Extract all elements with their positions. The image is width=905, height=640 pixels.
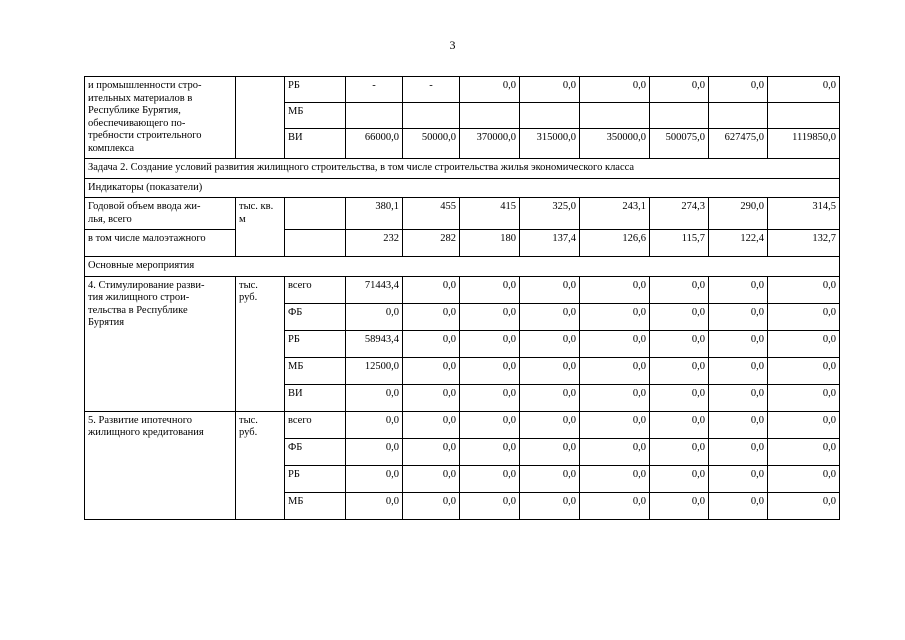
value-cell: 0,0 [768,330,840,357]
unit-cell: тыс. руб. [236,411,285,519]
value-cell [650,103,709,129]
value-cell: 132,7 [768,230,840,257]
section-title-cell: Индикаторы (показатели) [85,178,840,198]
value-cell: 0,0 [460,411,520,438]
value-cell: 0,0 [520,384,580,411]
value-cell: 0,0 [709,465,768,492]
program-table [84,76,840,520]
table-row [85,198,840,230]
value-cell [403,103,460,129]
value-cell [580,103,650,129]
value-cell: 126,6 [580,230,650,257]
value-cell: 0,0 [709,411,768,438]
value-cell: 0,0 [403,438,460,465]
value-cell: 0,0 [403,411,460,438]
value-cell: 58943,4 [346,330,403,357]
value-cell: 0,0 [346,492,403,519]
value-cell: 415 [460,198,520,230]
value-cell: 0,0 [709,438,768,465]
value-cell [768,103,840,129]
value-cell: 0,0 [520,276,580,303]
source-cell: всего [285,411,346,438]
value-cell: 0,0 [520,330,580,357]
value-cell [709,103,768,129]
value-cell: 0,0 [460,303,520,330]
source-cell: ФБ [285,303,346,330]
table-row [85,411,840,438]
table-row [85,276,840,303]
value-cell: 0,0 [650,438,709,465]
value-cell: 0,0 [460,438,520,465]
value-cell: 12500,0 [346,357,403,384]
value-cell: 0,0 [650,357,709,384]
value-cell: 0,0 [580,276,650,303]
source-cell: ФБ [285,438,346,465]
value-cell: 0,0 [768,357,840,384]
value-cell: 0,0 [650,276,709,303]
source-cell [285,198,346,230]
value-cell: 0,0 [520,465,580,492]
value-cell: 380,1 [346,198,403,230]
activity-name-cell: 4. Стимулирование разви- тия жилищного строи- тельства в Республике Бурятия [85,276,236,411]
value-cell: 274,3 [650,198,709,230]
value-cell: 0,0 [403,357,460,384]
value-cell: 0,0 [709,276,768,303]
value-cell: 0,0 [520,438,580,465]
value-cell: 71443,4 [346,276,403,303]
value-cell: 0,0 [650,492,709,519]
value-cell: 290,0 [709,198,768,230]
value-cell: 0,0 [580,465,650,492]
value-cell: 0,0 [768,276,840,303]
source-cell: РБ [285,465,346,492]
value-cell: 350000,0 [580,129,650,159]
activity-name-cell: и промышленности стро- ительных материалов в Республике Бурятия, обеспечивающего по- требности строительного комплекса [85,77,236,159]
unit-cell: тыс. кв. м [236,198,285,257]
value-cell: 0,0 [520,411,580,438]
value-cell: 0,0 [520,357,580,384]
value-cell: 0,0 [346,438,403,465]
value-cell: 0,0 [768,77,840,103]
value-cell: 0,0 [460,330,520,357]
value-cell: 0,0 [403,330,460,357]
source-cell: МБ [285,357,346,384]
value-cell: 282 [403,230,460,257]
activity-name-cell: 5. Развитие ипотечного жилищного кредитования [85,411,236,519]
value-cell: 0,0 [580,411,650,438]
value-cell [346,103,403,129]
table-row [85,159,840,179]
value-cell: 500075,0 [650,129,709,159]
value-cell: 0,0 [709,77,768,103]
value-cell: 0,0 [460,384,520,411]
value-cell: 325,0 [520,198,580,230]
value-cell: 66000,0 [346,129,403,159]
value-cell: 232 [346,230,403,257]
value-cell: 0,0 [346,303,403,330]
indicator-name-cell: в том числе малоэтажного [85,230,236,257]
value-cell: 315000,0 [520,129,580,159]
value-cell: 0,0 [650,411,709,438]
value-cell: 0,0 [520,77,580,103]
value-cell: 0,0 [650,77,709,103]
value-cell: 0,0 [709,303,768,330]
source-cell [285,230,346,257]
value-cell: 0,0 [580,438,650,465]
value-cell: 0,0 [460,492,520,519]
table-row [85,77,840,103]
value-cell: 0,0 [403,465,460,492]
value-cell: 627475,0 [709,129,768,159]
value-cell: 0,0 [580,330,650,357]
table-row [85,257,840,277]
indicator-name-cell: Годовой объем ввода жи- лья, всего [85,198,236,230]
value-cell: 0,0 [460,276,520,303]
value-cell: 0,0 [650,330,709,357]
value-cell: 243,1 [580,198,650,230]
value-cell: 50000,0 [403,129,460,159]
value-cell: 0,0 [580,384,650,411]
value-cell: 0,0 [346,384,403,411]
source-cell: всего [285,276,346,303]
value-cell: 0,0 [768,384,840,411]
unit-cell: тыс. руб. [236,276,285,411]
source-cell: МБ [285,492,346,519]
source-cell: МБ [285,103,346,129]
value-cell: 0,0 [580,492,650,519]
table-body [85,77,840,520]
value-cell: 0,0 [460,465,520,492]
table-row [85,178,840,198]
value-cell: 180 [460,230,520,257]
value-cell: 0,0 [520,492,580,519]
value-cell: 0,0 [650,303,709,330]
value-cell [460,103,520,129]
value-cell: 122,4 [709,230,768,257]
task-title-cell: Задача 2. Создание условий развития жилищного строительства, в том числе строительства жилья экономического класса [85,159,840,179]
source-cell: ВИ [285,384,346,411]
page-number: 3 [449,38,456,52]
value-cell: - [403,77,460,103]
value-cell: 0,0 [768,303,840,330]
value-cell: 0,0 [403,303,460,330]
source-cell: РБ [285,330,346,357]
value-cell: 115,7 [650,230,709,257]
value-cell: 1119850,0 [768,129,840,159]
value-cell: 0,0 [403,276,460,303]
source-cell: РБ [285,77,346,103]
value-cell [520,103,580,129]
value-cell: - [346,77,403,103]
value-cell: 455 [403,198,460,230]
value-cell: 137,4 [520,230,580,257]
value-cell: 0,0 [460,357,520,384]
source-cell: ВИ [285,129,346,159]
value-cell: 0,0 [460,77,520,103]
unit-cell [236,77,285,159]
value-cell: 0,0 [580,303,650,330]
section-title-cell: Основные мероприятия [85,257,840,277]
value-cell: 0,0 [650,465,709,492]
value-cell: 0,0 [403,492,460,519]
value-cell: 0,0 [768,492,840,519]
value-cell: 0,0 [346,411,403,438]
value-cell: 0,0 [768,411,840,438]
value-cell: 314,5 [768,198,840,230]
value-cell: 0,0 [580,357,650,384]
value-cell: 0,0 [709,492,768,519]
value-cell: 0,0 [650,384,709,411]
value-cell: 0,0 [346,465,403,492]
value-cell: 0,0 [709,357,768,384]
value-cell: 0,0 [580,77,650,103]
value-cell: 0,0 [520,303,580,330]
value-cell: 0,0 [403,384,460,411]
value-cell: 0,0 [709,330,768,357]
value-cell: 370000,0 [460,129,520,159]
value-cell: 0,0 [709,384,768,411]
value-cell: 0,0 [768,438,840,465]
table-row [85,230,840,257]
value-cell: 0,0 [768,465,840,492]
